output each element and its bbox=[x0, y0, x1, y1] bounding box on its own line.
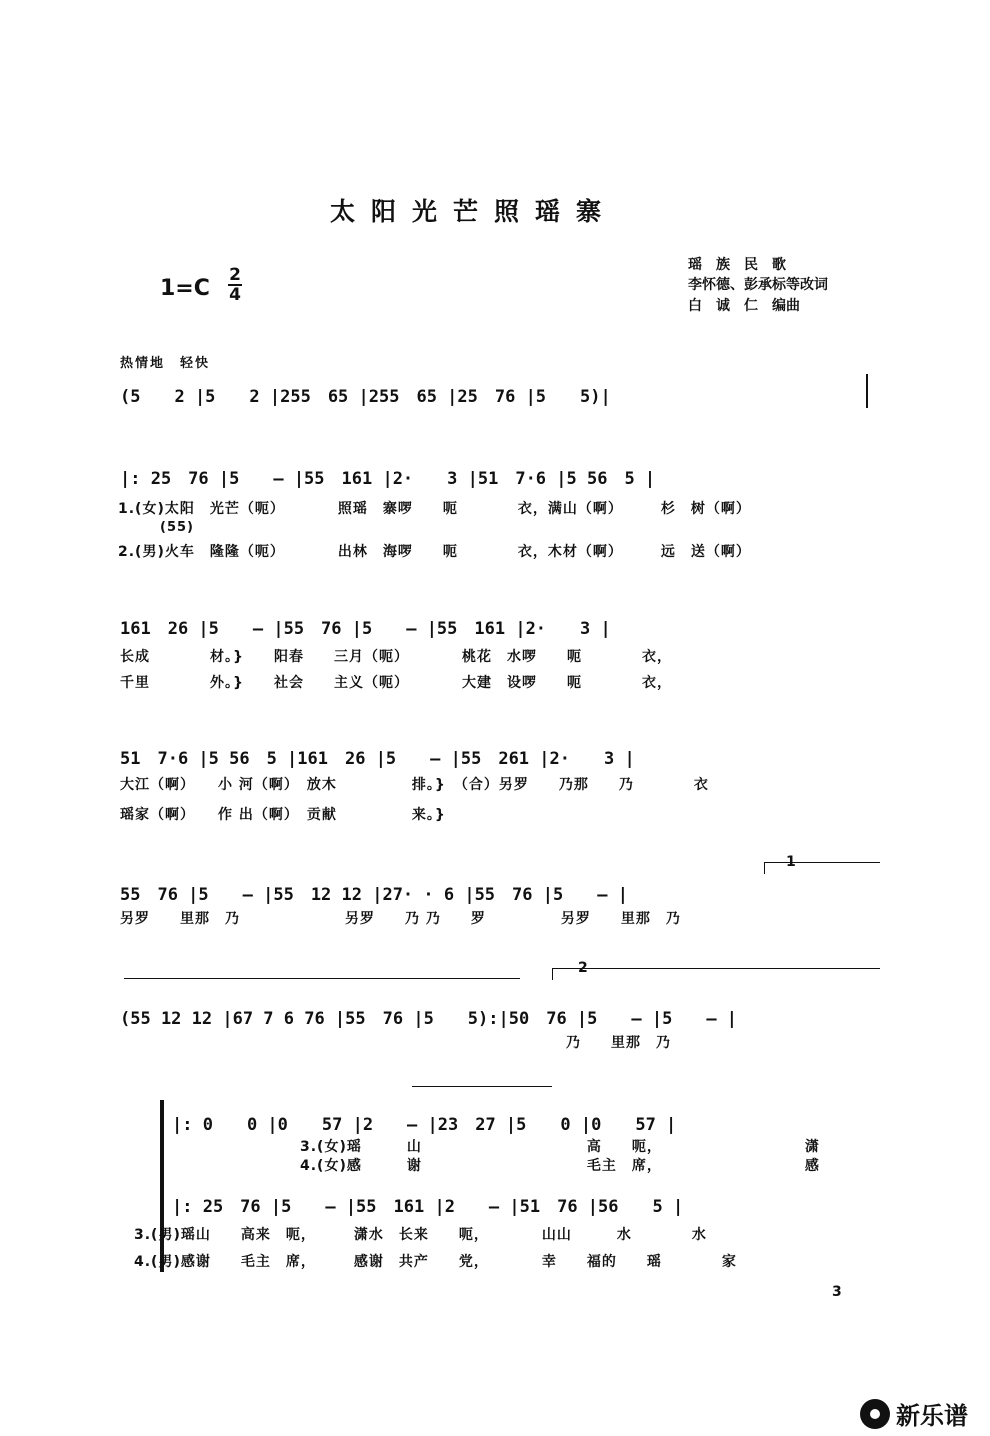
lyric-line: 长成 材。} 阳春 三月（呃） 桃花 水啰 呃 衣， bbox=[120, 649, 672, 665]
page-number: 3 bbox=[832, 1284, 842, 1300]
watermark-text: 新乐谱 bbox=[896, 1402, 968, 1430]
notation-row: (5 2 |5 2 |255 65 |255 65 |25 76 |5 5)| bbox=[120, 387, 611, 407]
notation-row: (55 12 12 |67 7 6 76 |55 76 |5 5):|50 76 |5 — |5 — | bbox=[120, 1009, 738, 1029]
notation-row: |: 0 0 |0 57 |2 — |23 27 |5 0 |0 57 | bbox=[172, 1115, 677, 1135]
notation-row: 161 26 |5 — |55 76 |5 — |55 161 |2· 3 | bbox=[120, 619, 611, 639]
lyric-line: 另罗 里那 乃 另罗 乃 乃 罗 另罗 里那 乃 bbox=[120, 911, 681, 927]
lyric-line: 大江（啊） 小 河（啊） 放木 排。} （合）另罗 乃那 乃 衣 bbox=[120, 777, 709, 793]
notation-row: |: 25 76 |5 — |55 161 |2· 3 |51 7·6 |5 56 5 | bbox=[120, 469, 656, 489]
time-signature bbox=[228, 266, 242, 304]
volta-2-number: 2 bbox=[578, 960, 588, 976]
time-signature-top: 2 bbox=[229, 265, 241, 285]
credit-line-2: 李怀德、彭承标等改词 bbox=[688, 277, 828, 293]
lyric-line: 3.(男)瑶山 高来 呃， 潇水 长来 呃， 山山 水 水 bbox=[134, 1227, 707, 1243]
volta-2-line bbox=[552, 968, 880, 969]
lyric-line: 乃 里那 乃 bbox=[566, 1035, 671, 1051]
notation-row: |: 25 76 |5 — |55 161 |2 — |51 76 |56 5 | bbox=[172, 1197, 684, 1217]
key-signature: 1=C bbox=[160, 276, 210, 301]
vinyl-disc-icon bbox=[860, 1399, 890, 1429]
tie-line bbox=[124, 978, 520, 979]
final-barline bbox=[866, 374, 868, 408]
volta-1-line bbox=[764, 862, 880, 863]
slur-line bbox=[412, 1086, 552, 1087]
lyric-line: 瑶家（啊） 作 出（啊） 贡献 来。} bbox=[120, 807, 446, 823]
lyric-line: 4.(男)感谢 毛主 席， 感谢 共产 党， 幸 福的 瑶 家 bbox=[134, 1254, 737, 1270]
watermark-logo bbox=[860, 1396, 968, 1431]
lyric-note-aside: (55) bbox=[160, 520, 194, 535]
system-bracket bbox=[160, 1100, 164, 1272]
lyric-line: 4.(女)感 谢 毛主 席， 感 bbox=[300, 1158, 820, 1174]
credit-line-3: 白 诚 仁 编曲 bbox=[688, 298, 800, 314]
tempo-marking: 热情地 轻快 bbox=[120, 356, 211, 371]
volta-1-hook bbox=[764, 862, 765, 874]
lyric-line: 2.(男)火车 隆隆（呃） 出林 海啰 呃 衣，木材（啊） 远 送（啊） bbox=[118, 544, 751, 560]
volta-1-number: 1 bbox=[786, 854, 796, 870]
lyric-line: 3.(女)瑶 山 高 呃， 潇 bbox=[300, 1139, 820, 1155]
lyric-line: 1.(女)太阳 光芒（呃） 照瑶 寨啰 呃 衣，满山（啊） 杉 树（啊） bbox=[118, 501, 751, 517]
notation-row: 55 76 |5 — |55 12 12 |27· · 6 |55 76 |5 — | bbox=[120, 885, 628, 905]
volta-2-hook bbox=[552, 968, 553, 980]
credit-line-1: 瑶 族 民 歌 bbox=[688, 257, 786, 273]
time-signature-bottom: 4 bbox=[229, 285, 241, 305]
notation-row: 51 7·6 |5 56 5 |161 26 |5 — |55 261 |2· 3 | bbox=[120, 749, 635, 769]
song-title: 太阳光芒照瑶寨 bbox=[330, 197, 618, 226]
lyric-line: 千里 外。} 社会 主义（呃） 大建 设啰 呃 衣， bbox=[120, 675, 672, 691]
